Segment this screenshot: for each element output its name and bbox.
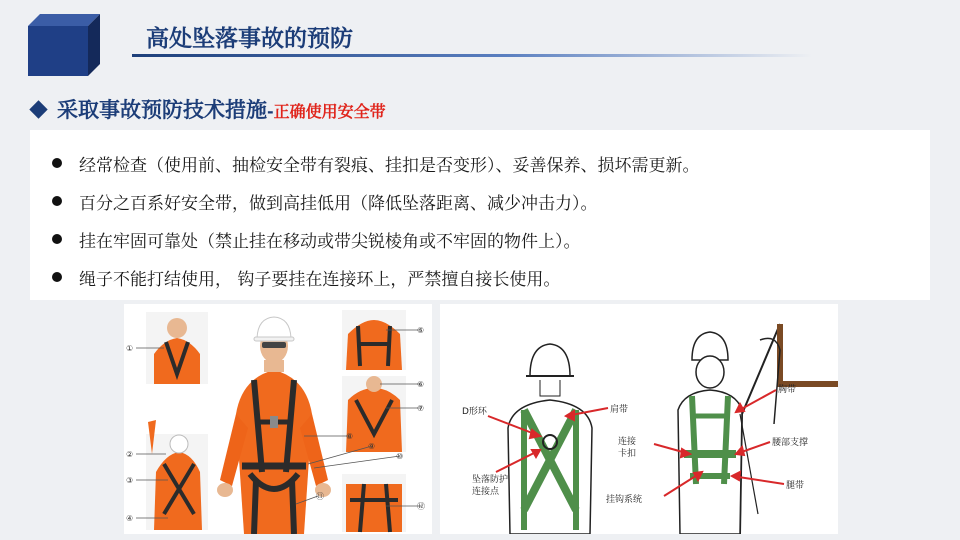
marker-5: ⑤ [417, 326, 425, 335]
bullet-dot-icon [52, 234, 62, 244]
marker-7: ⑦ [417, 404, 425, 413]
diamond-bullet-icon [29, 100, 47, 118]
label-connect-buckle-line2: 卡扣 [618, 449, 637, 459]
harness-worker-photo [124, 304, 432, 534]
label-leg-strap: 腿带 [786, 481, 805, 491]
label-d-ring: D形环 [462, 407, 487, 417]
label-fall-arrest-point: 坠落防护 [472, 475, 509, 485]
harness-diagram [440, 304, 838, 534]
bullet-list [30, 130, 930, 300]
inset-back-photo [146, 420, 208, 530]
page-title: 高处坠落事故的预防 [146, 26, 353, 52]
label-lanyard-system: 挂钩系统 [606, 495, 643, 505]
marker-9: ⑨ [368, 442, 376, 451]
bullet-dot-icon [52, 196, 62, 206]
label-waist-support: 腰部支撑 [772, 438, 809, 448]
list-item [52, 220, 930, 258]
label-connect-buckle: 连接 [618, 437, 637, 447]
back-view-figure [508, 344, 592, 534]
section-title: 采取事故预防技术措施 [57, 98, 267, 122]
marker-12: ⑫ [417, 502, 425, 511]
section-highlight: 正确使用安全带 [273, 102, 386, 121]
bullet-dot-icon [52, 158, 62, 168]
list-item [52, 144, 930, 182]
list-item-text: 绳子不能打结使用， 钩子要挂在连接环上，严禁擅自接长使用。 [79, 269, 561, 290]
title-underline [132, 54, 812, 57]
main-worker-figure [217, 317, 331, 534]
list-item-text: 挂在牢固可靠处（禁止挂在移动或带尖锐棱角或不牢固的物件上）。 [79, 231, 581, 252]
inset-leg-photo [342, 474, 406, 532]
list-item-text: 经常检查（使用前、抽检安全带有裂痕、挂扣是否变形）、妥善保养、损坏需更新。 [79, 155, 700, 176]
marker-8: ⑧ [346, 432, 354, 441]
marker-2: ② [126, 450, 134, 459]
label-shoulder-strap: 肩带 [610, 405, 629, 415]
list-item [52, 182, 930, 220]
marker-11: ⑪ [316, 492, 324, 501]
section-heading [28, 94, 386, 124]
marker-4: ④ [126, 514, 134, 523]
bullet-dot-icon [52, 272, 62, 282]
marker-3: ③ [126, 476, 134, 485]
marker-6: ⑥ [417, 380, 425, 389]
header-title-bar [132, 18, 812, 60]
front-view-figure [678, 324, 838, 534]
list-item-text: 百分之百系好安全带，做到高挂低用（降低坠落距离、减少冲击力）。 [79, 193, 598, 214]
label-chest-strap: 胸带 [778, 385, 797, 395]
section-separator: - [267, 102, 274, 121]
inset-chest-photo [342, 310, 406, 370]
label-fall-arrest-point-line2: 连接点 [472, 487, 500, 497]
marker-1: ① [126, 344, 134, 353]
cube-logo-icon [26, 12, 106, 78]
marker-10: ⑩ [396, 452, 404, 461]
list-item [52, 258, 930, 296]
